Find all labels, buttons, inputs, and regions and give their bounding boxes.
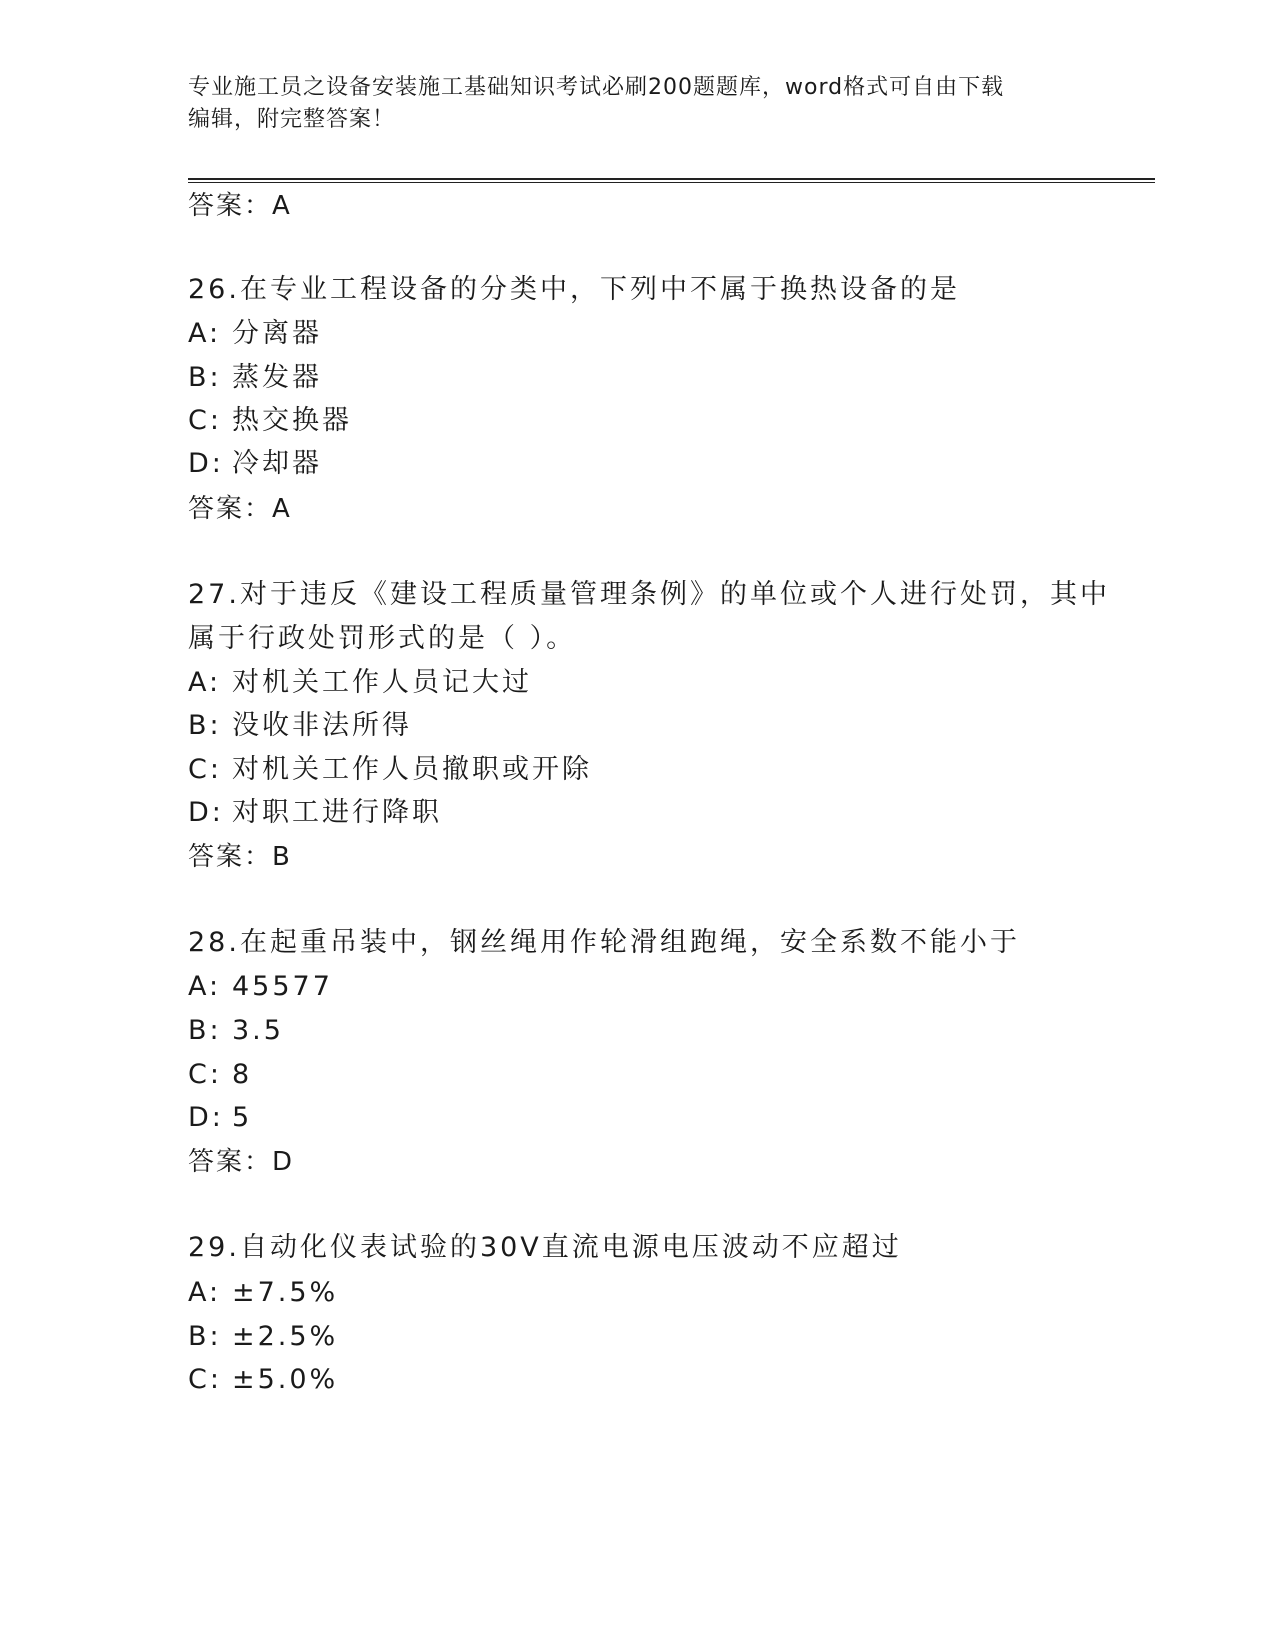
option-letter: B: [188, 1321, 222, 1352]
option-text: 热交换器 [232, 405, 352, 436]
document-header [188, 72, 1068, 136]
option-letter: C: [188, 1364, 222, 1395]
option-text: 对职工进行降职 [232, 797, 442, 828]
header-line-2: 编辑，附完整答案！ [188, 107, 396, 132]
option-text: 45577 [232, 971, 333, 1002]
option-letter: B: [188, 362, 222, 393]
option-item [188, 1362, 338, 1398]
option-item [188, 1013, 284, 1049]
option-text: ±5.0% [232, 1364, 339, 1395]
option-item [188, 1275, 338, 1311]
option-letter: A: [188, 667, 222, 698]
option-text: 分离器 [232, 318, 322, 349]
option-text: 5 [232, 1102, 253, 1133]
question-title: 27.对于违反《建设工程质量管理条例》的单位或个人进行处罚，其中 [188, 579, 1110, 610]
option-text: 蒸发器 [232, 362, 322, 393]
option-letter: D: [188, 448, 224, 479]
question-title: 28.在起重吊装中，钢丝绳用作轮滑组跑绳，安全系数不能小于 [188, 927, 1020, 958]
option-item [188, 708, 412, 744]
option-item [188, 1319, 338, 1355]
option-letter: B: [188, 710, 222, 741]
option-letter: D: [188, 1102, 224, 1133]
option-text: 对机关工作人员撤职或开除 [232, 754, 592, 785]
option-letter: C: [188, 754, 222, 785]
option-item [188, 446, 322, 482]
header-divider [188, 178, 1155, 183]
option-item [188, 752, 592, 788]
option-text: 3.5 [232, 1015, 284, 1046]
option-item [188, 1100, 252, 1136]
option-letter: A: [188, 318, 222, 349]
option-text: 对机关工作人员记大过 [232, 667, 532, 698]
option-item [188, 795, 442, 831]
option-letter: C: [188, 405, 222, 436]
option-text: 没收非法所得 [232, 710, 412, 741]
option-item [188, 360, 322, 396]
option-letter: A: [188, 971, 222, 1002]
option-item [188, 1057, 252, 1093]
option-letter: B: [188, 1015, 222, 1046]
question-title: 26.在专业工程设备的分类中，下列中不属于换热设备的是 [188, 274, 960, 305]
option-text: ±2.5% [232, 1321, 339, 1352]
answer-label: 答案：B [188, 842, 292, 872]
option-item [188, 316, 322, 352]
answer-label: 答案：D [188, 1147, 295, 1177]
option-item [188, 403, 352, 439]
option-letter: D: [188, 797, 224, 828]
option-text: 冷却器 [232, 448, 322, 479]
answer-label: 答案：A [188, 494, 292, 524]
option-text: 8 [232, 1059, 253, 1090]
question-title: 29.自动化仪表试验的30V直流电源电压波动不应超过 [188, 1232, 902, 1263]
answer-label: 答案：A [188, 191, 292, 221]
option-item [188, 969, 333, 1005]
option-letter: C: [188, 1059, 222, 1090]
option-text: ±7.5% [232, 1277, 339, 1308]
option-letter: A: [188, 1277, 222, 1308]
header-line-1: 专业施工员之设备安装施工基础知识考试必刷200题题库，word格式可自由下载 [188, 75, 1005, 100]
question-title-continued: 属于行政处罚形式的是（ ）。 [188, 623, 577, 654]
option-item [188, 665, 532, 701]
